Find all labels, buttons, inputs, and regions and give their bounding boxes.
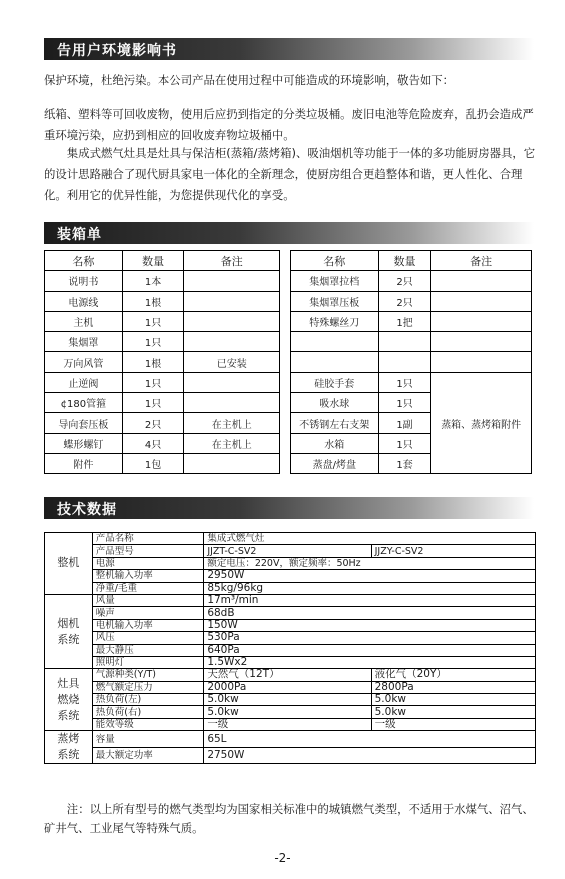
- item-name: 硅胶手套: [291, 372, 379, 392]
- param-name: 容量: [92, 731, 204, 748]
- group-hood: 烟机 系统: [45, 594, 93, 668]
- packing-table-right: [290, 250, 532, 474]
- param-value: 150W: [204, 619, 536, 631]
- item-note: [184, 311, 280, 331]
- param-value: JJZT-C-SV2: [204, 545, 371, 557]
- group-whole: 整机: [45, 533, 93, 595]
- item-note: [184, 291, 280, 311]
- param-value: 85kg/96kg: [204, 582, 536, 594]
- tech-row-whole: [45, 582, 536, 594]
- col-header-name: 名称: [291, 251, 379, 271]
- item-name: 蒸盘/烤盘: [291, 453, 379, 473]
- param-value: 一级: [204, 718, 371, 730]
- param-value: 65L: [204, 731, 536, 748]
- item-name: ¢180管箍: [45, 393, 123, 413]
- param-name: 净重/毛重: [92, 582, 204, 594]
- item-note: [431, 291, 532, 311]
- item-note: [184, 393, 280, 413]
- tech-row-whole: [45, 570, 536, 582]
- param-value: 640Pa: [204, 644, 536, 656]
- param-name: 热负荷(左): [92, 694, 204, 706]
- item-qty: 1包: [122, 453, 184, 473]
- item-qty: 4只: [122, 433, 184, 453]
- param-value: 5.0kw: [204, 694, 371, 706]
- item-name: 集烟罩压板: [291, 291, 379, 311]
- item-name: 蝶形螺钉: [45, 433, 123, 453]
- item-qty: [378, 332, 431, 352]
- env-paragraph-recycle: 纸箱、塑料等可回收废物，使用后应扔到指定的分类垃圾桶。废旧电池等危险废弃，乱扔会造成严重环境污染，应扔到相应的回收废弃物垃圾桶中。: [44, 107, 534, 142]
- item-name: 特殊螺丝刀: [291, 311, 379, 331]
- env-section-header: [44, 38, 534, 60]
- packing-left-row: [45, 332, 280, 352]
- env-paragraph-product: 集成式燃气灶具是灶具与保洁柜(蒸箱/蒸烤箱)、吸油烟机等功能于一体的多功能厨房器具，它的设计思路融合了现代厨具家电一体化的全新理念，使厨房组合更趋整体和谐，更人性化、合理化。利用它的优异性能，为您提供现代化的享受。: [44, 146, 536, 202]
- packing-left-row: [45, 372, 280, 392]
- param-value: 1.5Wx2: [204, 656, 536, 668]
- env-section-title: 告用户环境影响书: [57, 43, 177, 59]
- item-name: 止逆阀: [45, 372, 123, 392]
- param-value-alt: 2800Pa: [371, 681, 535, 693]
- packing-right-row: [291, 352, 532, 372]
- item-qty: 1只: [378, 393, 431, 413]
- param-name: 气源种类(Y/T): [92, 669, 204, 681]
- tech-row-whole: [45, 545, 536, 557]
- item-note: [184, 271, 280, 291]
- item-name: 导向套压板: [45, 413, 123, 433]
- param-name: 电源: [92, 557, 204, 569]
- param-name: 整机输入功率: [92, 570, 204, 582]
- col-header-note: 备注: [431, 251, 532, 271]
- packing-left-row: [45, 413, 280, 433]
- item-name: 不锈钢左右支架: [291, 413, 379, 433]
- packing-right-row: [291, 271, 532, 291]
- param-value: 2750W: [204, 747, 536, 764]
- packing-left-row: [45, 453, 280, 473]
- param-value: 2950W: [204, 570, 536, 582]
- param-value: 17m³/min: [204, 594, 536, 606]
- tech-row-hood: [45, 607, 536, 619]
- tech-row-steam: [45, 747, 536, 764]
- packing-section-header: [44, 222, 534, 244]
- item-note: [184, 372, 280, 392]
- item-name: 说明书: [45, 271, 123, 291]
- group-steam: 蒸烤 系统: [45, 731, 93, 764]
- param-value-alt: 液化气（20Y）: [371, 669, 535, 681]
- packing-right-header-row: [291, 251, 532, 271]
- group-stove: 灶具 燃烧 系统: [45, 669, 93, 731]
- param-name: 电机输入功率: [92, 619, 204, 631]
- item-note: 已安装: [184, 352, 280, 372]
- param-name: 最大静压: [92, 644, 204, 656]
- packing-left-row: [45, 352, 280, 372]
- packing-right-row: [291, 291, 532, 311]
- tech-row-whole: [45, 533, 536, 545]
- param-value: 5.0kw: [204, 706, 371, 718]
- param-value-alt: JJZY-C-SV2: [371, 545, 535, 557]
- item-qty: 1根: [122, 291, 184, 311]
- item-note: [431, 352, 532, 372]
- item-name: 集烟罩: [45, 332, 123, 352]
- param-value-alt: 5.0kw: [371, 694, 535, 706]
- item-note: [431, 332, 532, 352]
- item-name: [291, 352, 379, 372]
- param-value: 2000Pa: [204, 681, 371, 693]
- tech-row-whole: [45, 557, 536, 569]
- packing-right-row: [291, 372, 532, 392]
- param-value: 天然气（12T）: [204, 669, 371, 681]
- param-value-alt: 5.0kw: [371, 706, 535, 718]
- item-qty: 1只: [378, 372, 431, 392]
- item-qty: 1只: [122, 332, 184, 352]
- item-qty: 1只: [378, 433, 431, 453]
- param-name: 照明灯: [92, 656, 204, 668]
- item-qty: 2只: [378, 291, 431, 311]
- item-note: [184, 453, 280, 473]
- packing-right-row: [291, 311, 532, 331]
- param-name: 产品名称: [92, 533, 204, 545]
- tech-row-stove: [45, 718, 536, 730]
- item-qty: 1本: [122, 271, 184, 291]
- item-qty: 1只: [122, 372, 184, 392]
- param-name: 热负荷(右): [92, 706, 204, 718]
- footnote: 注：以上所有型号的燃气类型均为国家相关标准中的城镇燃气类型，不适用于水煤气、沼气、矿井气、工业尾气等特殊气质。: [44, 802, 534, 835]
- packing-right-row: [291, 332, 532, 352]
- item-note-merged: 蒸箱、蒸烤箱附件: [431, 372, 532, 473]
- item-qty: 1把: [378, 311, 431, 331]
- tech-data-table: [44, 532, 536, 764]
- item-name: 电源线: [45, 291, 123, 311]
- packing-left-header-row: [45, 251, 280, 271]
- tech-row-stove: [45, 669, 536, 681]
- item-note: 在主机上: [184, 413, 280, 433]
- item-qty: 1只: [122, 393, 184, 413]
- param-name: 风压: [92, 632, 204, 644]
- param-name: 燃气额定压力: [92, 681, 204, 693]
- item-qty: 2只: [378, 271, 431, 291]
- col-header-qty: 数量: [378, 251, 431, 271]
- page-number: -2-: [274, 851, 291, 865]
- tech-row-hood: [45, 619, 536, 631]
- tech-row-stove: [45, 681, 536, 693]
- tech-row-hood: [45, 594, 536, 606]
- packing-table-left: [44, 250, 280, 474]
- item-note: [431, 311, 532, 331]
- item-name: 水箱: [291, 433, 379, 453]
- param-name: 噪声: [92, 607, 204, 619]
- item-qty: 1副: [378, 413, 431, 433]
- param-value: 额定电压：220V，额定频率：50Hz: [204, 557, 536, 569]
- param-name: 最大额定功率: [92, 747, 204, 764]
- packing-left-row: [45, 393, 280, 413]
- tech-row-steam: [45, 731, 536, 748]
- env-line1: 保护环境，杜绝污染。本公司产品在使用过程中可能造成的环境影响，敬告如下：: [44, 73, 455, 87]
- tech-section-title: 技术数据: [57, 502, 117, 518]
- tech-row-hood: [45, 644, 536, 656]
- packing-left-row: [45, 271, 280, 291]
- packing-left-row: [45, 311, 280, 331]
- item-qty: 1只: [122, 311, 184, 331]
- tech-row-hood: [45, 656, 536, 668]
- item-name: 吸水球: [291, 393, 379, 413]
- param-name: 能效等级: [92, 718, 204, 730]
- param-value: 530Pa: [204, 632, 536, 644]
- item-name: 主机: [45, 311, 123, 331]
- col-header-qty: 数量: [122, 251, 184, 271]
- item-name: 集烟罩拉档: [291, 271, 379, 291]
- tech-section-header: [44, 497, 534, 519]
- item-qty: [378, 352, 431, 372]
- col-header-note: 备注: [184, 251, 280, 271]
- item-qty: 1套: [378, 453, 431, 473]
- tech-row-stove: [45, 694, 536, 706]
- item-note: 在主机上: [184, 433, 280, 453]
- packing-left-row: [45, 291, 280, 311]
- col-header-name: 名称: [45, 251, 123, 271]
- item-qty: 1根: [122, 352, 184, 372]
- param-value: 68dB: [204, 607, 536, 619]
- item-name: 附件: [45, 453, 123, 473]
- packing-left-row: [45, 433, 280, 453]
- packing-section-title: 装箱单: [57, 227, 102, 243]
- item-name: 万向风管: [45, 352, 123, 372]
- tech-row-hood: [45, 632, 536, 644]
- item-name: [291, 332, 379, 352]
- param-name: 风量: [92, 594, 204, 606]
- item-qty: 2只: [122, 413, 184, 433]
- tech-row-stove: [45, 706, 536, 718]
- param-value: 集成式燃气灶: [204, 533, 536, 545]
- param-value-alt: 一级: [371, 718, 535, 730]
- item-note: [431, 271, 532, 291]
- param-name: 产品型号: [92, 545, 204, 557]
- item-note: [184, 332, 280, 352]
